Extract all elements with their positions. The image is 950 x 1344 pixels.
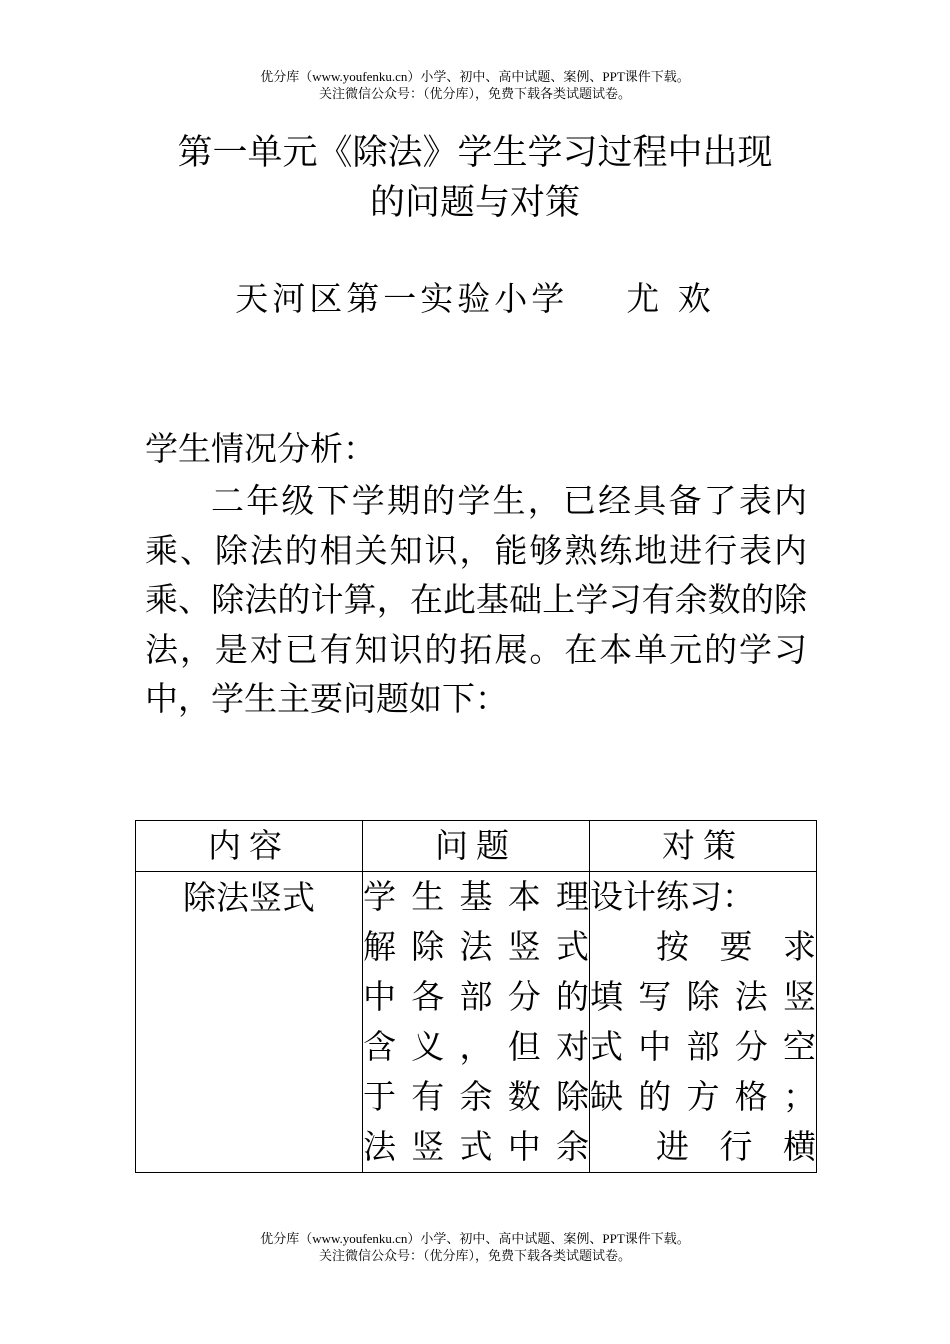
paragraph-text: 二年级下学期的学生，已经具备了表内乘、除法的相关知识，能够熟练地进行表内乘、除法的计算，在此基础上学习有余数的除法，是对已有知识的拓展。在本单元的学习中，学生主要问题如下： [145,481,807,718]
author-school: 天河区第一实验小学 [235,279,569,318]
problem-line: 法竖式中余 [363,1127,589,1166]
problem-line: 解除法竖式 [363,927,589,966]
section-heading: 学生情况分析： [145,429,376,468]
header-line-2: 关注微信公众号：（优分库），免费下载各类试题试卷。 [318,86,631,101]
problems-table [135,820,817,1173]
page-footer [0,1230,950,1264]
author-name: 尤 欢 [626,279,715,318]
problem-line: 学生基本理 [363,877,589,916]
strategy-line: 按要求 [656,927,816,966]
header-line-1: 优分库（www.youfenku.cn）小学、初中、高中试题、案例、PPT课件下载。 [260,69,690,84]
cell-problem [363,872,590,1173]
document-title [0,128,950,228]
title-line-1: 第一单元《除法》学生学习过程中出现 [177,133,773,173]
table-row [136,872,817,1173]
strategy-line: 设计练习： [590,877,755,916]
strategy-line: 填写除法竖 [590,977,816,1016]
cell-topic: 除法竖式 [136,872,363,1173]
strategy-line: 式中部分空 [590,1027,816,1066]
strategy-line: 缺的方格； [590,1077,816,1116]
strategy-line: 进行横 [656,1127,816,1166]
problem-line: 中各部分的 [363,977,589,1016]
title-line-2: 的问题与对策 [369,183,580,223]
page-header [0,68,950,102]
footer-line-1: 优分库（www.youfenku.cn）小学、初中、高中试题、案例、PPT课件下载。 [260,1231,690,1246]
table-header-row [136,821,817,872]
problem-line: 含义，但对 [363,1027,589,1066]
header-cell-strategy: 对策 [590,821,817,872]
author-line [0,276,950,322]
footer-line-2: 关注微信公众号：（优分库），免费下载各类试题试卷。 [318,1248,631,1263]
header-cell-problem: 问题 [363,821,590,872]
analysis-paragraph [145,476,807,724]
cell-strategy [590,872,817,1173]
problem-line: 于有余数除 [363,1077,589,1116]
header-cell-content: 内容 [136,821,363,872]
